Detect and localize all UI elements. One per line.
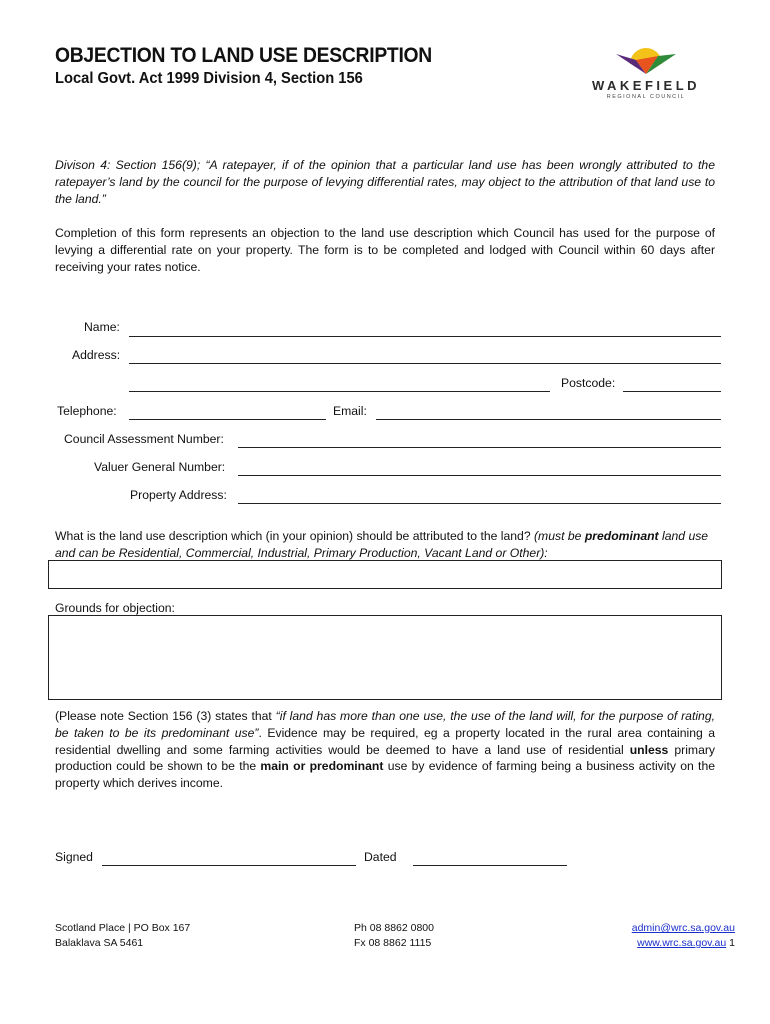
footer-address: Scotland Place | PO Box 167 Balaklava SA 5461 [55, 922, 191, 949]
telephone-label: Telephone: [57, 404, 117, 418]
question-text: What is the land use description which (in your opinion) should be attributed to the land? [55, 529, 531, 543]
logo-subtitle: REGIONAL COUNCIL [606, 94, 686, 100]
completion-text: Completion of this form represents an objection to the land use description which Council has used for the purpose of levying a differential rate on your property. The form is to be completed and lodged with Council within 60 days after receiving your rates notice. [55, 226, 715, 274]
name-field[interactable] [129, 336, 721, 337]
address-label: Address: [72, 348, 121, 362]
address-field[interactable] [129, 363, 721, 364]
signed-label: Signed [55, 850, 93, 864]
page-number: 1 [729, 937, 735, 949]
address-line-2-field[interactable] [129, 391, 550, 392]
question-hint: (must be predominant land use and can be Residential, Commercial, Industrial, Primary Production, Vacant Land or Other): [55, 529, 709, 560]
grounds-input[interactable] [48, 615, 722, 700]
postcode-label: Postcode: [561, 376, 616, 390]
date-field[interactable] [413, 865, 567, 866]
grounds-label: Grounds for objection: [55, 601, 175, 615]
email-label: Email: [333, 404, 367, 418]
council-logo [578, 40, 714, 104]
property-address-field[interactable] [238, 503, 721, 504]
assessment-number-field[interactable] [238, 447, 721, 448]
section-note: (Please note Section 156 (3) states that “if land has more than one use, the use of the land will, for the purpose of rating, be taken to be its predominant use”. Evidence may be required, eg a property located in the rural area containing a residential dwelling and some farming activities would be deemed to have a land use of residential unless primary production could be shown to be the main or predominant use by evidence of farming being a business activity on the property which derives income. [55, 709, 716, 791]
footer-contact [632, 921, 735, 951]
email-field[interactable] [376, 419, 721, 420]
name-label: Name: [84, 320, 120, 334]
page-title: OBJECTION TO LAND USE DESCRIPTION [55, 44, 432, 67]
page-subtitle: Local Govt. Act 1999 Division 4, Section 156 [55, 70, 363, 87]
telephone-field[interactable] [129, 419, 326, 420]
property-address-label: Property Address: [130, 488, 227, 502]
valuer-number-label: Valuer General Number: [94, 460, 226, 474]
footer-phone: Ph 08 8862 0800 Fx 08 8862 1115 [354, 922, 434, 949]
logo-wordmark: WAKEFIELD [591, 78, 701, 93]
assessment-number-label: Council Assessment Number: [64, 432, 224, 446]
land-use-question [55, 528, 715, 562]
land-use-description-input[interactable] [48, 560, 722, 589]
valuer-number-field[interactable] [238, 475, 721, 476]
dated-label: Dated [364, 850, 397, 864]
email-link[interactable]: admin@wrc.sa.gov.au [631, 922, 735, 934]
signature-field[interactable] [102, 865, 356, 866]
wakefield-logo-icon [578, 40, 714, 80]
postcode-field[interactable] [623, 391, 721, 392]
website-link[interactable]: www.wrc.sa.gov.au [637, 937, 727, 949]
section-quote: Divison 4: Section 156(9); “A ratepayer, if of the opinion that a particular land use has been wrongly attributed to the ratepayer’s land by the council for the purpose of levying differential rates, may object to the attribution of that land use to the land.” [55, 158, 715, 206]
